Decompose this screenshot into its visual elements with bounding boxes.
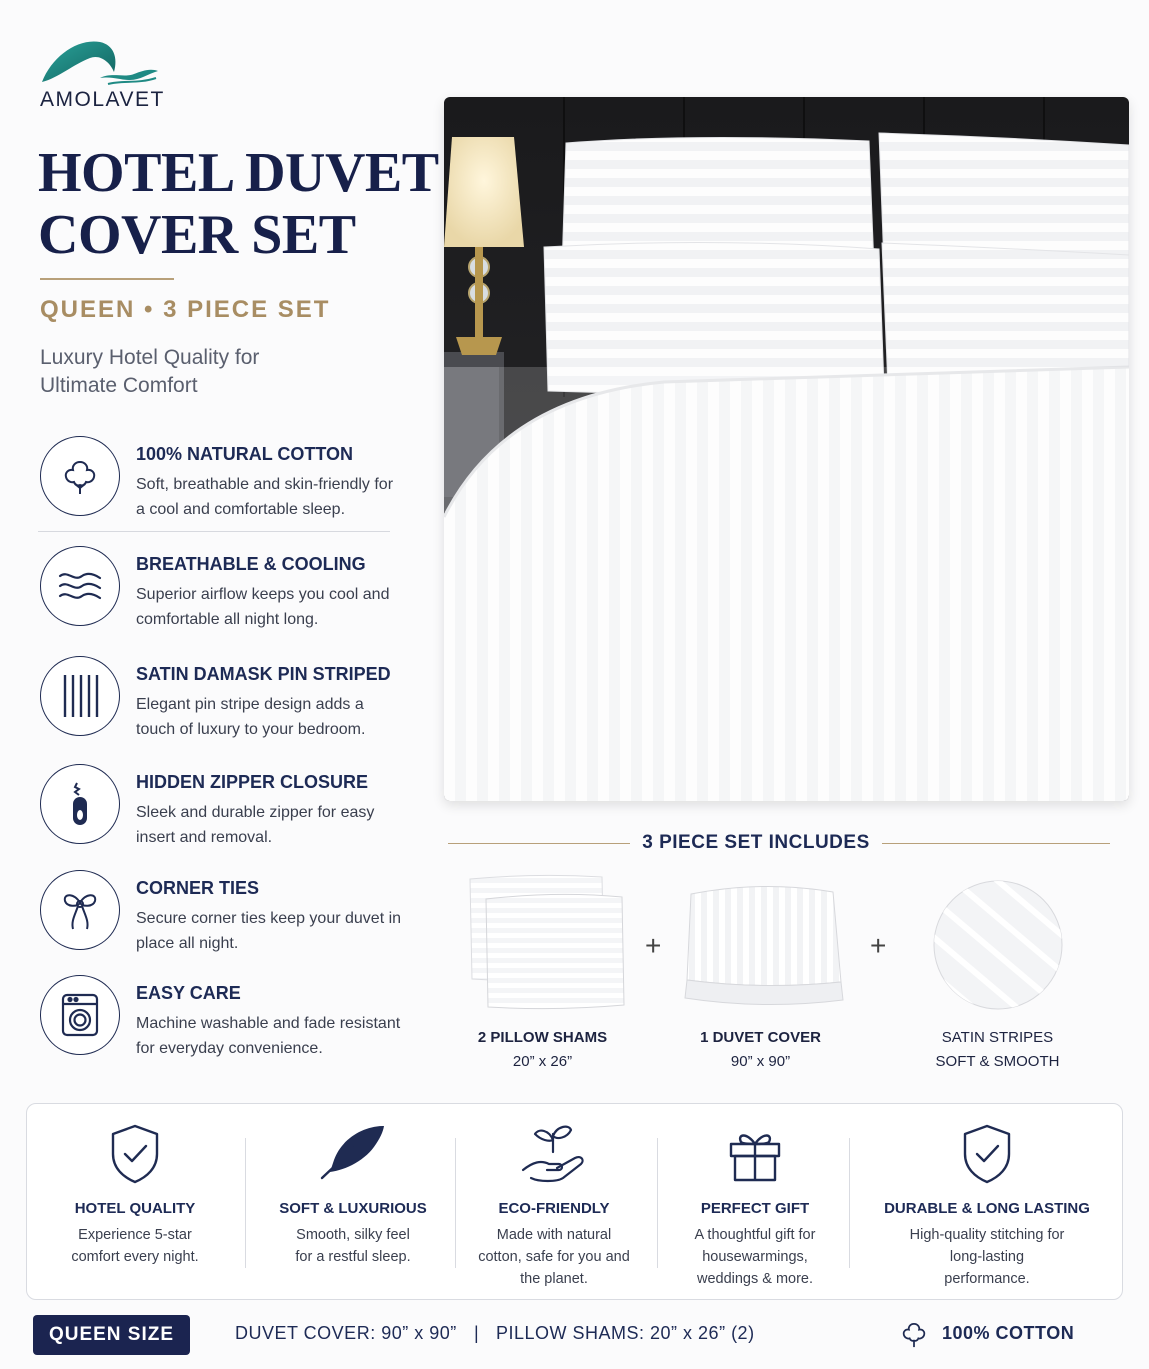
benefit-desc: A thoughtful gift for housewarmings, weddings & more. — [694, 1227, 816, 1287]
benefit-divider — [455, 1138, 456, 1268]
hero-bedroom-image — [444, 97, 1129, 801]
benefit-title: HOTEL QUALITY — [74, 1200, 196, 1217]
sham-dimensions: PILLOW SHAMS: 20” x 26” (2) — [496, 1323, 755, 1343]
pillow-shams-image — [466, 873, 628, 1016]
feature-title: 100% NATURAL COTTON — [136, 444, 354, 464]
benefit-divider — [849, 1138, 850, 1268]
benefit-item — [49, 1104, 221, 1301]
benefit-title: PERFECT GIFT — [700, 1200, 810, 1217]
include-item — [678, 1026, 843, 1074]
benefits-panel — [26, 1103, 1123, 1300]
feature-desc: Machine washable and fade resistant for everyday convenience. — [136, 1015, 401, 1057]
feature-title: BREATHABLE & COOLING — [136, 554, 366, 574]
includes-divider-left — [448, 843, 630, 844]
title-line-1: HOTEL DUVET — [38, 142, 439, 204]
duvet-cover-image — [683, 880, 848, 1015]
gift-icon — [725, 1122, 785, 1189]
include-item-title: SATIN STRIPES — [941, 1029, 1054, 1046]
shield-check-icon — [959, 1122, 1015, 1191]
benefit-desc: Smooth, silky feel for a restful sleep. — [295, 1227, 411, 1265]
cotton-label: 100% COTTON — [942, 1323, 1075, 1343]
feature-title: SATIN DAMASK PIN STRIPED — [136, 664, 391, 684]
includes-title: 3 PIECE SET INCLUDES — [642, 832, 870, 853]
benefit-desc: Made with natural cotton, safe for you and the planet. — [478, 1227, 630, 1287]
bow-icon — [40, 870, 120, 950]
wave-logo-icon — [38, 38, 168, 90]
benefit-divider — [657, 1138, 658, 1268]
feature-desc: Superior airflow keeps you cool and comfortable all night long. — [136, 586, 390, 628]
feature-title: EASY CARE — [136, 983, 241, 1003]
feature-title: CORNER TIES — [136, 878, 260, 898]
include-item-size: SOFT & SMOOTH — [935, 1053, 1060, 1070]
page-title — [38, 142, 439, 266]
stripes-icon — [40, 656, 120, 736]
include-item-title: 1 DUVET COVER — [700, 1029, 821, 1046]
feather-icon — [316, 1122, 390, 1187]
subtitle: QUEEN • 3 PIECE SET — [40, 296, 331, 323]
brand-name: AMOLAVET — [40, 88, 165, 111]
feature-desc: Secure corner ties keep your duvet in place all night. — [136, 910, 402, 952]
include-item — [460, 1026, 625, 1074]
dimension-divider: | — [474, 1323, 480, 1343]
include-item-title: 2 PILLOW SHAMS — [477, 1029, 608, 1046]
benefit-divider — [245, 1138, 246, 1268]
feature-divider — [38, 531, 390, 532]
hand-plant-icon — [519, 1122, 589, 1189]
include-item-size: 20” x 26” — [512, 1053, 573, 1070]
benefit-item — [261, 1104, 445, 1301]
title-line-2: COVER SET — [38, 204, 356, 266]
brand-logo — [38, 38, 198, 90]
feature-desc: Elegant pin stripe design adds a touch of luxury to your bedroom. — [136, 696, 366, 738]
tagline: Luxury Hotel Quality for Ultimate Comfort — [40, 346, 260, 397]
plus-sign: + — [645, 930, 662, 961]
washing-machine-icon — [40, 975, 120, 1055]
shield-check-icon — [107, 1122, 163, 1191]
zipper-icon — [40, 764, 120, 844]
includes-divider-right — [882, 843, 1110, 844]
satin-swatch-image — [932, 879, 1064, 1016]
duvet-dimensions: DUVET COVER: 90” x 90” — [235, 1323, 457, 1343]
include-item-size: 90” x 90” — [730, 1053, 791, 1070]
feature-title: HIDDEN ZIPPER CLOSURE — [136, 772, 369, 792]
airflow-icon — [40, 546, 120, 626]
benefit-title: DURABLE & LONG LASTING — [884, 1200, 1090, 1217]
benefit-title: SOFT & LUXURIOUS — [279, 1200, 427, 1217]
benefit-title: ECO-FRIENDLY — [498, 1200, 610, 1217]
size-badge: QUEEN SIZE — [33, 1315, 190, 1355]
feature-desc: Sleek and durable zipper for easy insert and removal. — [136, 804, 375, 846]
title-divider — [40, 278, 174, 280]
plus-sign: + — [870, 930, 887, 961]
benefit-desc: High-quality stitching for long-lasting performance. — [909, 1227, 1065, 1287]
benefit-item — [467, 1104, 641, 1301]
include-item — [915, 1026, 1080, 1074]
cotton-icon — [40, 436, 120, 516]
benefit-item — [869, 1104, 1105, 1301]
cotton-icon — [898, 1318, 930, 1355]
benefit-item — [669, 1104, 841, 1301]
feature-desc: Soft, breathable and skin-friendly for a cool and comfortable sleep. — [136, 476, 394, 518]
benefit-desc: Experience 5-star comfort every night. — [71, 1227, 199, 1265]
